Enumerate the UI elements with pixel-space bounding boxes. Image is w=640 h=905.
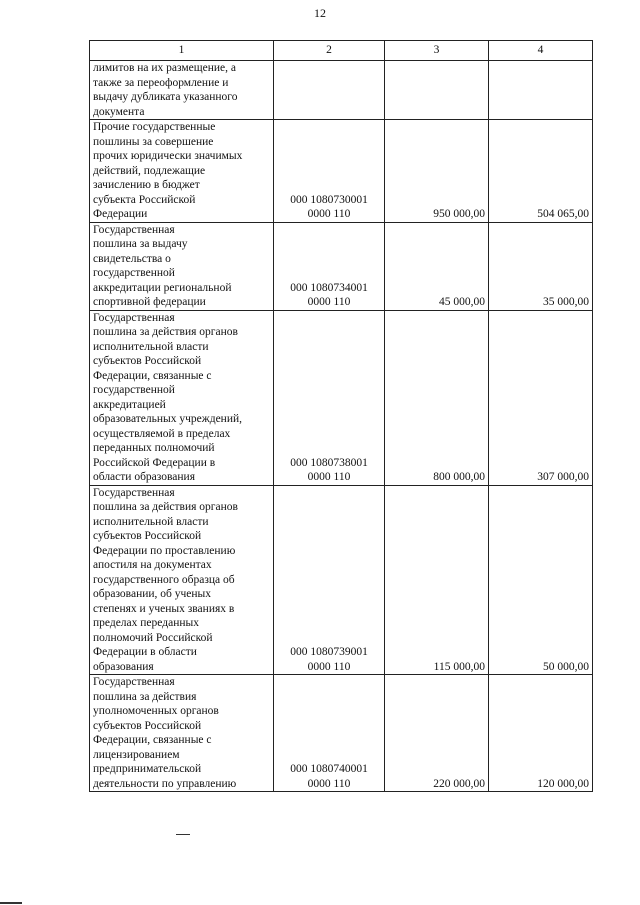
row-code-cell: 000 1080730001 0000 110 — [274, 120, 385, 223]
row-actual-cell: 120 000,00 — [489, 675, 593, 792]
column-header-1: 1 — [90, 41, 274, 61]
row-name-cell: Государственная пошлина за действия уполномоченных органов субъектов Российской Федерации, связанные с лицензированием предпринимательской деятельности по управлению — [90, 675, 274, 792]
table-row — [90, 120, 593, 223]
row-plan-cell — [385, 61, 489, 120]
row-name-cell: Государственная пошлина за выдачу свидетельства о государственной аккредитации региональной спортивной федерации — [90, 222, 274, 310]
table-row — [90, 310, 593, 485]
row-name-cell: лимитов на их размещение, а также за переоформление и выдачу дубликата указанного документа — [90, 61, 274, 120]
table-header-row — [90, 41, 593, 61]
row-actual-cell: 50 000,00 — [489, 485, 593, 675]
row-code-cell: 000 1080738001 0000 110 — [274, 310, 385, 485]
row-plan-cell: 115 000,00 — [385, 485, 489, 675]
row-code-cell: 000 1080740001 0000 110 — [274, 675, 385, 792]
row-plan-cell: 45 000,00 — [385, 222, 489, 310]
page-number: 12 — [314, 6, 326, 20]
column-header-3: 3 — [385, 41, 489, 61]
row-plan-cell: 950 000,00 — [385, 120, 489, 223]
scan-mark — [0, 902, 22, 904]
table-row — [90, 61, 593, 120]
row-name-cell: Государственная пошлина за действия органов исполнительной власти субъектов Российской Федерации по проставлению апостиля на документах государственного образца об образовании, об ученых степенях и ученых званиях в пределах переданных полномочий Российской Федерации в области образования — [90, 485, 274, 675]
row-plan-cell: 220 000,00 — [385, 675, 489, 792]
row-actual-cell — [489, 61, 593, 120]
column-header-2: 2 — [274, 41, 385, 61]
scan-mark — [176, 834, 190, 835]
table-row — [90, 222, 593, 310]
row-code-cell: 000 1080739001 0000 110 — [274, 485, 385, 675]
budget-table — [89, 40, 593, 792]
row-actual-cell: 504 065,00 — [489, 120, 593, 223]
table-row — [90, 485, 593, 675]
row-actual-cell: 35 000,00 — [489, 222, 593, 310]
row-name-cell: Государственная пошлина за действия органов исполнительной власти субъектов Российской Федерации, связанные с государственной аккредитацией образовательных учреждений, осуществляемой в пределах переданных полномочий Российской Федерации в области образования — [90, 310, 274, 485]
row-code-cell — [274, 61, 385, 120]
row-name-cell: Прочие государственные пошлины за совершение прочих юридически значимых действий, подлежащие зачислению в бюджет субъекта Российской Федерации — [90, 120, 274, 223]
row-plan-cell: 800 000,00 — [385, 310, 489, 485]
row-code-cell: 000 1080734001 0000 110 — [274, 222, 385, 310]
row-actual-cell: 307 000,00 — [489, 310, 593, 485]
table-row — [90, 675, 593, 792]
column-header-4: 4 — [489, 41, 593, 61]
